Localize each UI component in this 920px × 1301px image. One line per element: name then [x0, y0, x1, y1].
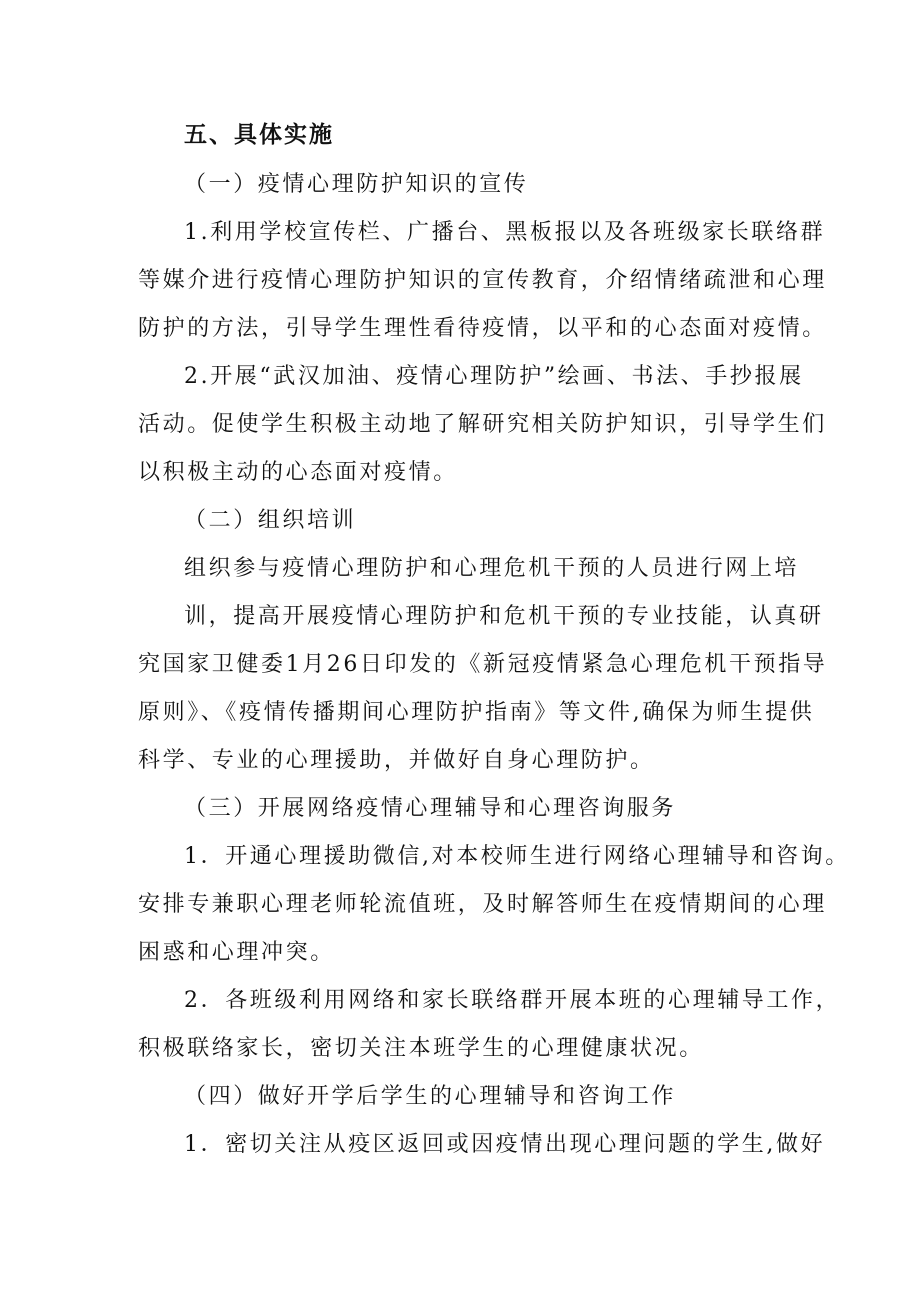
paragraph-line: 1．密切关注从疫区返回或因疫情出现心理问题的学生,做好 — [184, 1132, 826, 1157]
paragraph-line: 究国家卫健委1月26日印发的《新冠疫情紧急心理危机干预指导 — [138, 652, 828, 677]
paragraph-line: 等媒介进行疫情心理防护知识的宣传教育，介绍情绪疏泄和心理 — [138, 268, 827, 293]
paragraph-line: 防护的方法，引导学生理性看待疫情，以平和的心态面对疫情。 — [138, 316, 827, 341]
subsection-2-title: （二）组织培训 — [184, 508, 357, 533]
paragraph-line: 1．开通心理援助微信,对本校师生进行网络心理辅导和咨询。 — [184, 844, 850, 869]
paragraph-line: 活动。促使学生积极主动地了解研究相关防护知识，引导学生们 — [138, 412, 827, 437]
paragraph-line: 训，提高开展疫情心理防护和危机干预的专业技能，认真研 — [184, 604, 824, 629]
paragraph-line: 以积极主动的心态面对疫情。 — [138, 460, 458, 485]
subsection-4-title: （四）做好开学后学生的心理辅导和咨询工作 — [184, 1084, 677, 1109]
paragraph-line: 组织参与疫情心理防护和心理危机干预的人员进行网上培 — [184, 556, 800, 581]
subsection-1-title: （一）疫情心理防护知识的宣传 — [184, 172, 529, 197]
section-title: 五、具体实施 — [184, 122, 334, 148]
paragraph-line: 科学、专业的心理援助，并做好自身心理防护。 — [138, 748, 655, 773]
paragraph-line: 困惑和心理冲突。 — [138, 940, 335, 965]
paragraph-line: 2.开展“武汉加油、疫情心理防护”绘画、书法、手抄报展 — [184, 364, 804, 389]
paragraph-line: 安排专兼职心理老师轮流值班，及时解答师生在疫情期间的心理 — [138, 892, 827, 917]
paragraph-line: 积极联络家长，密切关注本班学生的心理健康状况。 — [138, 1036, 704, 1061]
paragraph-line: 原则》、《疫情传播期间心理防护指南》等文件,确保为师生提供 — [138, 700, 815, 725]
paragraph-line: 1.利用学校宣传栏、广播台、黑板报以及各班级家长联络群 — [184, 220, 826, 245]
paragraph-line: 2．各班级利用网络和家长联络群开展本班的心理辅导工作， — [184, 988, 841, 1013]
subsection-3-title: （三）开展网络疫情心理辅导和心理咨询服务 — [184, 796, 677, 821]
